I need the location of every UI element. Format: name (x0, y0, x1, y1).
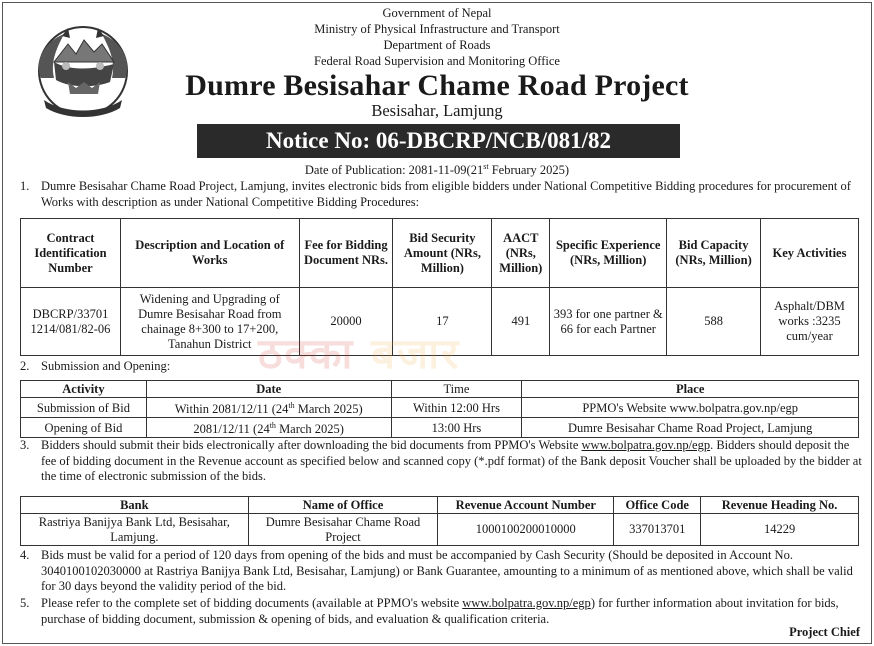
col-header-key-activities: Key Activities (761, 219, 859, 288)
experience-cell: 393 for one partner & 66 for each Partner (550, 288, 667, 356)
table-header-row (21, 219, 859, 288)
office-cell: Dumre Besisahar Chame Road Project (248, 514, 438, 546)
col-header-bid-capacity: Bid Capacity (NRs, Million) (667, 219, 761, 288)
col-header-contract-id: Contract Identification Number (21, 219, 121, 288)
col-header-fee: Fee for Bidding Document NRs. (299, 219, 393, 288)
contract-id-cell: DBCRP/33701 1214/081/82-06 (21, 288, 121, 356)
department-name: Department of Roads (383, 38, 491, 52)
col-header-office: Name of Office (248, 497, 438, 514)
table-header-row (21, 381, 859, 398)
notice-number: Notice No: 06-DBCRP/NCB/081/82 (197, 124, 680, 158)
bank-cell: Rastriya Banijya Bank Ltd, Besisahar, Lamjung. (21, 514, 249, 546)
government-name: Government of Nepal (382, 6, 492, 20)
item-number: 1. (20, 179, 30, 193)
signoff: Project Chief (789, 625, 860, 639)
fee-cell: 20000 (299, 288, 393, 356)
watermark: ठक्का बजार (258, 329, 461, 378)
bolpatra-link[interactable]: www.bolpatra.gov.np/egp (462, 596, 591, 610)
bid-security-cell: 17 (393, 288, 492, 356)
col-header-description: Description and Location of Works (120, 219, 299, 288)
deposit-paragraph: Bidders should submit their bids electronically after downloading the bid documents from PPMO's Website www.bolpatra.gov.np/egp. Bidders should deposit the fee of bidding document in the Revenue account as specified below and scanned copy (*.pdf format) of the Bank deposit Voucher shall be uploaded by the bidder at the time of electronic submission of the bids. (41, 438, 862, 483)
col-header-date: Date (146, 381, 391, 398)
col-header-revenue-heading: Revenue Heading No. (701, 497, 859, 514)
place-cell: Dumre Besisahar Chame Road Project, Lamjung (522, 418, 859, 438)
col-header-account: Revenue Account Number (438, 497, 614, 514)
bid-capacity-cell: 588 (667, 288, 761, 356)
aact-cell: 491 (492, 288, 550, 356)
office-code-cell: 337013701 (614, 514, 701, 546)
submission-heading: Submission and Opening: (41, 359, 171, 373)
date-cell: 2081/12/11 (24th March 2025) (146, 418, 391, 438)
item-number: 3. (20, 438, 30, 452)
col-header-office-code: Office Code (614, 497, 701, 514)
col-header-bank: Bank (21, 497, 249, 514)
table-row (21, 398, 859, 418)
col-header-aact: AACT (NRs, Million) (492, 219, 550, 288)
table-row (21, 514, 859, 546)
col-header-bid-security: Bid Security Amount (NRs, Million) (393, 219, 492, 288)
col-header-time: Time (391, 381, 522, 398)
place-cell: PPMO's Website www.bolpatra.gov.np/egp (522, 398, 859, 418)
invitation-paragraph: Dumre Besisahar Chame Road Project, Lamjung, invites electronic bids from eligible bidders under National Competitive Bidding procedures for procurement of Works with description as under National Competitive Bidding Procedures: (41, 179, 851, 209)
project-location: Besisahar, Lamjung (371, 101, 503, 120)
item-number: 4. (20, 548, 30, 562)
key-activities-cell: Asphalt/DBM works :3235 cum/year (761, 288, 859, 356)
col-header-experience: Specific Experience (NRs, Million) (550, 219, 667, 288)
ministry-name: Ministry of Physical Infrastructure and Transport (314, 22, 560, 36)
time-cell: 13:00 Hrs (391, 418, 522, 438)
col-header-place: Place (522, 381, 859, 398)
schedule-table (20, 380, 859, 438)
bank-table (20, 496, 859, 546)
table-header-row (21, 497, 859, 514)
item-number: 5. (20, 596, 30, 610)
validity-paragraph: Bids must be valid for a period of 120 days from opening of the bids and must be accompanied by Cash Security (Should be deposited in Account No. 3040100102030000 at Rastriya Banijya Bank Ltd, Besisahar, Lamjung) or Bank Guarantee, amounting to a minimum of as mentioned above, which shall be valid for 30 days beyond the validity period of the bid. (41, 548, 853, 593)
project-title: Dumre Besisahar Chame Road Project (185, 69, 689, 102)
time-cell: Within 12:00 Hrs (391, 398, 522, 418)
col-header-activity: Activity (21, 381, 147, 398)
activity-cell: Submission of Bid (21, 398, 147, 418)
item-number: 2. (20, 359, 30, 373)
activity-cell: Opening of Bid (21, 418, 147, 438)
date-cell: Within 2081/12/11 (24th March 2025) (146, 398, 391, 418)
description-cell: Widening and Upgrading of Dumre Besisahar Road from chainage 8+300 to 17+200, Tanahun District (120, 288, 299, 356)
bolpatra-link[interactable]: www.bolpatra.gov.np/egp (581, 438, 711, 452)
account-cell: 1000100200010000 (438, 514, 614, 546)
office-name: Federal Road Supervision and Monitoring Office (314, 54, 560, 68)
publication-date: Date of Publication: 2081-11-09(21st February 2025) (304, 162, 570, 178)
reference-paragraph: Please refer to the complete set of bidding documents (available at PPMO's website www.bolpatra.gov.np/egp) for further information about invitation for bids, purchase of bidding document, submission & opening of bids, and evaluation & qualification criteria. (41, 596, 839, 626)
table-row (21, 418, 859, 438)
revenue-heading-cell: 14229 (701, 514, 859, 546)
